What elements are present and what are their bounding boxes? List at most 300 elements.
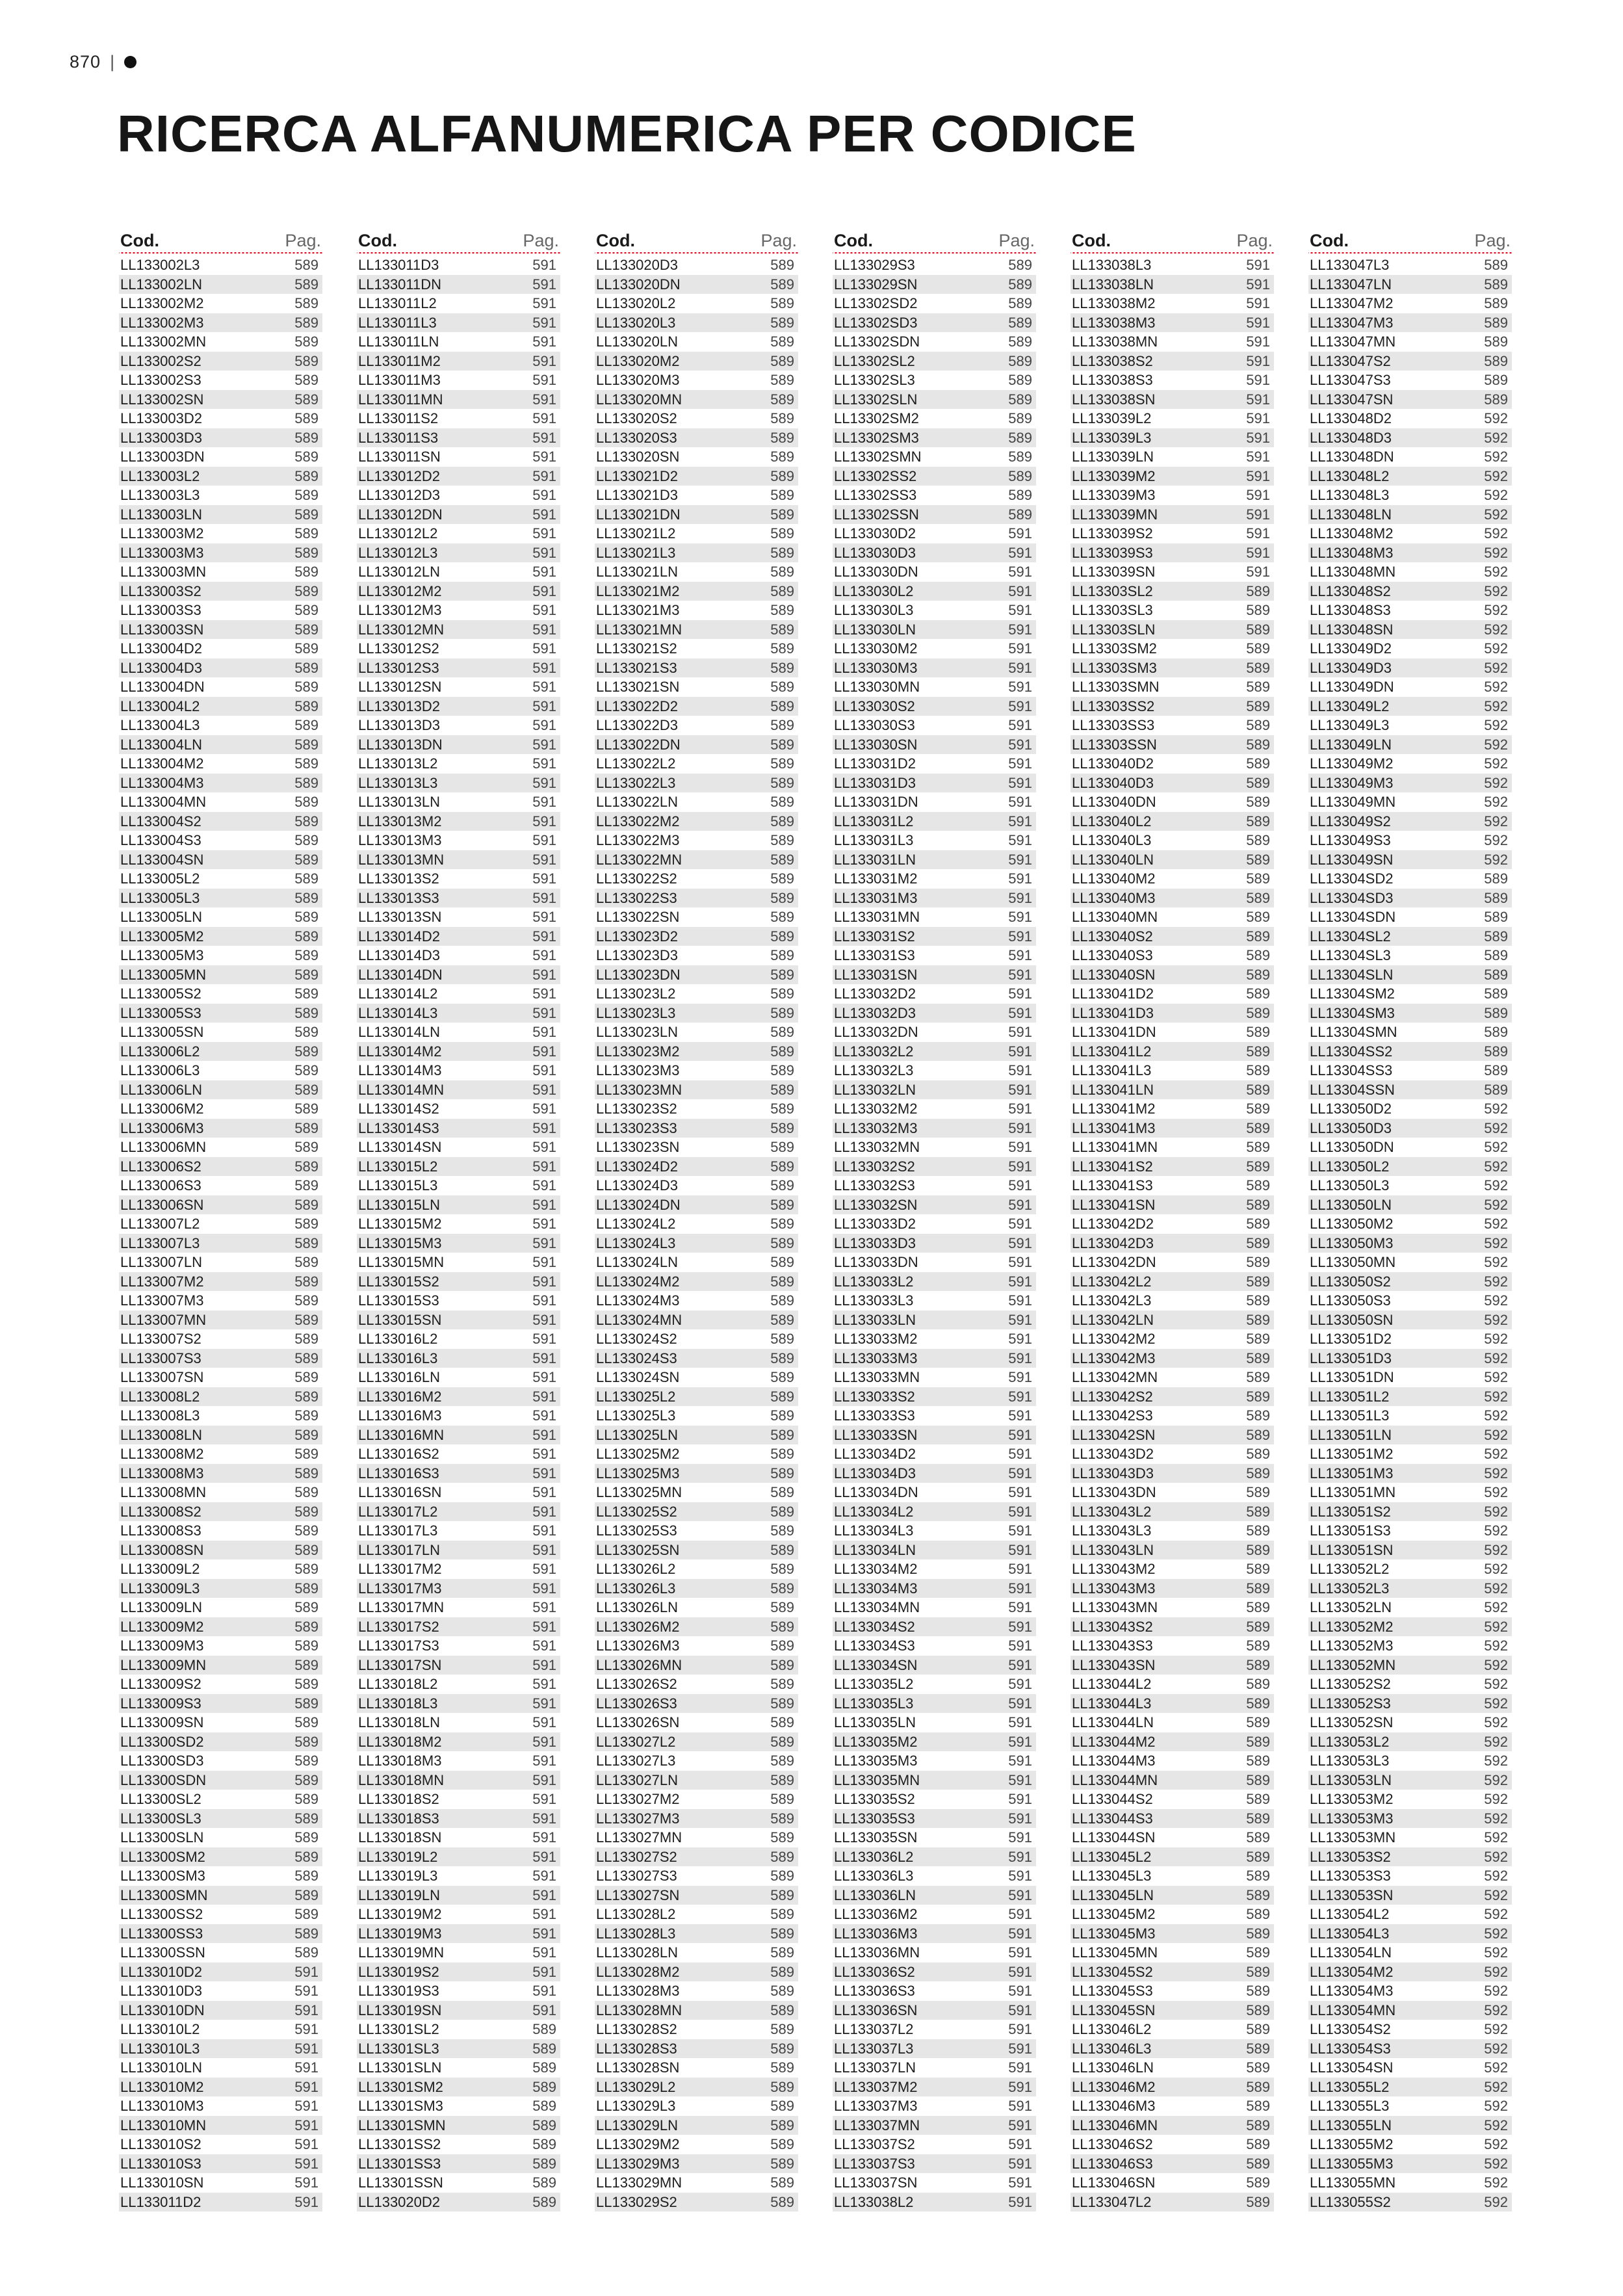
product-code: LL133028M2 — [596, 1963, 680, 1980]
table-row — [595, 1272, 798, 1292]
product-code: LL133034D2 — [834, 1446, 916, 1462]
page-reference: 589 — [1484, 1062, 1508, 1078]
product-code: LL133017S2 — [358, 1618, 439, 1635]
product-code: LL133042S2 — [1072, 1388, 1153, 1405]
table-row — [357, 1809, 560, 1829]
table-row — [357, 659, 560, 678]
page-reference: 592 — [1484, 2002, 1508, 2018]
page-reference: 591 — [532, 1119, 556, 1136]
product-code: LL13301SL2 — [358, 2021, 439, 2037]
table-row — [119, 1214, 322, 1234]
table-row — [1071, 2154, 1274, 2174]
table-row — [833, 2058, 1036, 2078]
product-code: LL133020L2 — [596, 295, 676, 311]
product-code: LL133028MN — [596, 2002, 682, 2018]
page-reference: 589 — [294, 774, 318, 791]
product-code: LL133041SN — [1072, 1196, 1156, 1213]
table-row — [119, 486, 322, 505]
product-code: LL133049M3 — [1310, 774, 1394, 791]
table-row — [833, 601, 1036, 620]
product-code: LL13300SM3 — [120, 1868, 205, 1884]
product-code: LL133014LN — [358, 1024, 441, 1040]
table-row — [1308, 1176, 1512, 1195]
product-code: LL13300SS3 — [120, 1925, 203, 1942]
product-code: LL133029S2 — [596, 2193, 677, 2210]
table-row — [119, 2039, 322, 2059]
product-code: LL133020DN — [596, 276, 681, 293]
page-reference: 591 — [532, 602, 556, 618]
page-reference: 592 — [1484, 851, 1508, 868]
table-row — [595, 1406, 798, 1426]
product-code: LL133027LN — [596, 1771, 679, 1788]
product-code: LL133028L3 — [596, 1925, 676, 1942]
product-code: LL133049MN — [1310, 794, 1396, 810]
page-reference: 589 — [770, 1925, 794, 1942]
product-code: LL133036M2 — [834, 1906, 918, 1922]
product-code: LL133010L3 — [120, 2040, 200, 2057]
page-reference: 591 — [532, 928, 556, 945]
page-reference: 589 — [770, 487, 794, 503]
page-reference: 591 — [532, 582, 556, 599]
table-row — [833, 620, 1036, 640]
table-row — [1308, 1368, 1512, 1387]
page-reference: 589 — [1246, 1925, 1270, 1942]
table-row — [833, 524, 1036, 543]
table-row — [1308, 812, 1512, 831]
product-code: LL133052S2 — [1310, 1676, 1391, 1692]
page-reference: 591 — [532, 1829, 556, 1846]
product-code: LL133003M3 — [120, 544, 204, 561]
page-reference: 591 — [532, 774, 556, 791]
table-row — [119, 294, 322, 313]
table-row — [1071, 869, 1274, 889]
page-reference: 591 — [1008, 602, 1032, 618]
table-row — [357, 792, 560, 812]
page-reference: 592 — [1484, 1446, 1508, 1462]
table-row — [119, 255, 322, 275]
product-code: LL133028LN — [596, 1944, 679, 1961]
page-reference: 589 — [770, 1004, 794, 1021]
table-row — [833, 1291, 1036, 1311]
table-row — [595, 1234, 798, 1253]
product-code: LL133003D3 — [120, 429, 203, 446]
table-row — [595, 1157, 798, 1177]
page-reference: 589 — [1246, 1753, 1270, 1769]
product-code: LL133024M3 — [596, 1292, 680, 1309]
product-code: LL133036L2 — [834, 1848, 914, 1865]
table-row — [595, 1579, 798, 1598]
table-row — [595, 889, 798, 908]
product-code: LL133049S3 — [1310, 832, 1391, 848]
table-row — [119, 2096, 322, 2116]
product-code: LL133014L2 — [358, 985, 438, 1002]
table-row — [833, 447, 1036, 467]
product-code: LL133043LN — [1072, 1541, 1154, 1558]
table-row — [1071, 1464, 1274, 1483]
page-reference: 591 — [1008, 1119, 1032, 1136]
page-reference: 591 — [1008, 1580, 1032, 1597]
page-reference: 589 — [770, 525, 794, 541]
table-row — [1308, 1751, 1512, 1771]
product-code: LL133011D2 — [120, 2193, 201, 2210]
page-reference: 591 — [1008, 1868, 1032, 1884]
table-row — [595, 716, 798, 735]
table-row — [833, 1464, 1036, 1483]
product-code: LL133027S3 — [596, 1868, 677, 1884]
table-row — [833, 2001, 1036, 2020]
table-row — [595, 639, 798, 659]
product-code: LL133004D3 — [120, 659, 203, 676]
page-reference: 591 — [532, 1599, 556, 1615]
table-row — [1308, 1119, 1512, 1138]
page-reference: 591 — [1008, 2078, 1032, 2095]
table-row — [357, 313, 560, 333]
product-code: LL133044L3 — [1072, 1695, 1152, 1712]
table-row — [595, 2039, 798, 2059]
page-reference: 589 — [294, 1906, 318, 1922]
table-row — [595, 601, 798, 620]
page-reference: 591 — [1008, 928, 1032, 945]
page-reference: 589 — [294, 276, 318, 293]
product-code: LL133018S3 — [358, 1810, 439, 1827]
product-code: LL133039L2 — [1072, 410, 1152, 426]
product-code: LL133034S3 — [834, 1637, 915, 1654]
product-code: LL133005M3 — [120, 947, 204, 963]
page-reference: 589 — [1246, 985, 1270, 1002]
table-row — [357, 2058, 560, 2078]
table-row — [595, 1464, 798, 1483]
page-reference: 592 — [1484, 449, 1508, 465]
page-reference: 589 — [770, 1196, 794, 1213]
table-row — [119, 1272, 322, 1292]
table-row — [1071, 2058, 1274, 2078]
product-code: LL133033M3 — [834, 1350, 918, 1366]
page-reference: 591 — [1008, 1733, 1032, 1750]
product-code: LL133003D2 — [120, 410, 203, 426]
table-row — [1308, 792, 1512, 812]
page-reference: 592 — [1484, 1599, 1508, 1615]
product-code: LL133033DN — [834, 1254, 918, 1270]
product-code: LL133031M2 — [834, 870, 918, 887]
page-reference: 589 — [294, 1177, 318, 1194]
product-code: LL133033S2 — [834, 1388, 915, 1405]
page-reference: 589 — [532, 2040, 556, 2057]
table-row — [833, 1195, 1036, 1215]
page-reference: 592 — [1484, 2021, 1508, 2037]
product-code: LL133039M3 — [1072, 487, 1156, 503]
table-row — [1308, 294, 1512, 313]
page-reference: 589 — [770, 1119, 794, 1136]
product-code: LL133040LN — [1072, 851, 1154, 868]
table-row — [833, 467, 1036, 486]
table-row — [1308, 1886, 1512, 1905]
product-code: LL133015M2 — [358, 1216, 442, 1232]
page-reference: 591 — [1246, 352, 1270, 369]
page-reference: 592 — [1484, 813, 1508, 829]
table-row — [595, 1771, 798, 1790]
page-reference: 591 — [532, 621, 556, 638]
product-code: LL133025M3 — [596, 1465, 680, 1481]
product-code: LL133031MN — [834, 909, 920, 925]
product-code: LL133040S3 — [1072, 947, 1153, 963]
table-row — [119, 1771, 322, 1790]
product-code: LL133037MN — [834, 2117, 920, 2133]
product-code: LL133051D2 — [1310, 1331, 1392, 1347]
page-reference: 589 — [770, 1292, 794, 1309]
page-reference: 592 — [1484, 1963, 1508, 1980]
table-row — [833, 486, 1036, 505]
product-code: LL133014D3 — [358, 947, 441, 963]
page-reference: 589 — [294, 736, 318, 753]
page-reference: 589 — [770, 564, 794, 580]
table-row — [595, 1675, 798, 1694]
page-reference: 591 — [532, 544, 556, 561]
table-row — [119, 1234, 322, 1253]
product-code: LL133042L2 — [1072, 1273, 1152, 1290]
page-title: RICERCA ALFANUMERICA PER CODICE — [117, 105, 1137, 163]
page-reference: 591 — [294, 2040, 318, 2057]
table-row — [357, 505, 560, 525]
product-code: LL133025LN — [596, 1426, 679, 1443]
table-row — [357, 2039, 560, 2059]
table-row — [357, 1176, 560, 1195]
table-row — [595, 1099, 798, 1119]
page-reference: 589 — [1246, 1234, 1270, 1251]
page-reference: 591 — [1008, 1829, 1032, 1846]
table-row — [833, 1981, 1036, 2001]
page-reference: 591 — [1246, 372, 1270, 388]
table-row — [119, 1387, 322, 1407]
product-code: LL133017LN — [358, 1541, 441, 1558]
table-row — [119, 812, 322, 831]
table-row — [833, 774, 1036, 793]
page-reference: 592 — [1484, 2078, 1508, 2095]
product-code: LL133016L3 — [358, 1350, 438, 1366]
product-code: LL133049DN — [1310, 679, 1394, 695]
page-reference: 591 — [532, 832, 556, 848]
table-row — [357, 735, 560, 755]
table-row — [1071, 332, 1274, 352]
table-row — [833, 1886, 1036, 1905]
product-code: LL133051SN — [1310, 1541, 1394, 1558]
product-code: LL133021SN — [596, 679, 680, 695]
page-reference: 589 — [1008, 410, 1032, 426]
page-reference: 589 — [294, 870, 318, 887]
product-code: LL133050D3 — [1310, 1119, 1392, 1136]
page-reference: 589 — [770, 985, 794, 1002]
product-code: LL133031D2 — [834, 755, 916, 772]
page-reference: 591 — [1008, 1963, 1032, 1980]
product-code: LL133042DN — [1072, 1254, 1156, 1270]
product-code: LL133012DN — [358, 506, 443, 523]
table-row — [357, 1195, 560, 1215]
page-reference: 592 — [1484, 429, 1508, 446]
table-row — [1071, 2135, 1274, 2154]
page-reference: 591 — [1008, 2040, 1032, 2057]
product-code: LL133034DN — [834, 1484, 918, 1500]
page-reference: 589 — [770, 1848, 794, 1865]
page-reference: 591 — [1008, 1484, 1032, 1500]
table-row — [1071, 2078, 1274, 2097]
product-code: LL133034SN — [834, 1656, 918, 1673]
page-reference: 589 — [770, 1810, 794, 1827]
product-code: LL133042LN — [1072, 1311, 1154, 1328]
table-row — [357, 2078, 560, 2097]
table-row — [1308, 2096, 1512, 2116]
product-code: LL133016L2 — [358, 1331, 438, 1347]
page-reference: 589 — [770, 698, 794, 714]
page-reference: 589 — [770, 621, 794, 638]
page-reference: 589 — [294, 1139, 318, 1155]
product-code: LL133022MN — [596, 851, 682, 868]
page-reference: 589 — [294, 1331, 318, 1347]
product-code: LL133049D2 — [1310, 640, 1392, 657]
page-reference: 589 — [1246, 1081, 1270, 1098]
product-code: LL133017M3 — [358, 1580, 442, 1597]
table-row — [357, 812, 560, 831]
page-reference: 589 — [294, 410, 318, 426]
page-reference: 589 — [770, 1580, 794, 1597]
table-row — [1308, 831, 1512, 850]
code-column — [595, 228, 798, 2211]
page-reference: 591 — [1246, 314, 1270, 331]
page-reference: 589 — [532, 2059, 556, 2076]
page-reference: 589 — [1246, 1426, 1270, 1443]
product-code: LL133051DN — [1310, 1369, 1394, 1385]
product-code: LL133040M2 — [1072, 870, 1156, 887]
product-code: LL133018L2 — [358, 1676, 438, 1692]
page-reference: 591 — [532, 1771, 556, 1788]
product-code: LL133037M2 — [834, 2078, 918, 2095]
product-code: LL133023S3 — [596, 1119, 677, 1136]
table-row — [1071, 984, 1274, 1004]
product-code: LL133045SN — [1072, 2002, 1156, 2018]
product-code: LL133030M2 — [834, 640, 918, 657]
product-code: LL13304SLN — [1310, 966, 1394, 983]
product-code: LL133048M3 — [1310, 544, 1394, 561]
page-reference: 589 — [1246, 851, 1270, 868]
product-code: LL133025M2 — [596, 1446, 680, 1462]
table-row — [119, 1253, 322, 1272]
page-reference: 592 — [1484, 1676, 1508, 1692]
product-code: LL133020L3 — [596, 314, 676, 331]
table-row — [1308, 1464, 1512, 1483]
table-row — [119, 754, 322, 774]
page-reference: 589 — [770, 467, 794, 484]
product-code: LL133046M3 — [1072, 2098, 1156, 2114]
table-row — [595, 1023, 798, 1042]
table-row — [119, 1004, 322, 1023]
product-code: LL133041L3 — [1072, 1062, 1152, 1078]
table-row — [595, 1636, 798, 1656]
table-row — [1071, 697, 1274, 716]
table-row — [595, 1253, 798, 1272]
page-reference: 589 — [1246, 1465, 1270, 1481]
page-reference: 589 — [770, 1599, 794, 1615]
page-reference: 589 — [294, 1656, 318, 1673]
table-row — [357, 486, 560, 505]
table-row — [833, 1809, 1036, 1829]
table-row — [833, 1694, 1036, 1714]
table-row — [833, 1426, 1036, 1445]
table-row — [119, 1559, 322, 1579]
page-reference: 589 — [770, 794, 794, 810]
product-code: LL133040D3 — [1072, 774, 1154, 791]
page-reference: 591 — [1008, 1771, 1032, 1788]
product-code: LL133019L3 — [358, 1868, 438, 1884]
product-code: LL133031L2 — [834, 813, 914, 829]
product-code: LL133045M3 — [1072, 1925, 1156, 1942]
table-row — [119, 677, 322, 697]
table-row — [595, 2058, 798, 2078]
page-reference: 591 — [532, 1522, 556, 1539]
page-reference: 592 — [1484, 1426, 1508, 1443]
page-reference: 591 — [294, 2098, 318, 2114]
page-reference: 591 — [294, 2117, 318, 2133]
table-row — [595, 1598, 798, 1617]
table-row — [595, 1444, 798, 1464]
table-row — [1071, 1886, 1274, 1905]
table-row — [595, 313, 798, 333]
page-reference: 589 — [1246, 1024, 1270, 1040]
table-row — [119, 1406, 322, 1426]
product-code: LL133004L3 — [120, 717, 200, 733]
table-row — [119, 1368, 322, 1387]
page-reference: 589 — [1008, 333, 1032, 350]
page-reference: 591 — [532, 1292, 556, 1309]
product-code: LL13302SDN — [834, 333, 920, 350]
product-code: LL133030LN — [834, 621, 916, 638]
product-code: LL133012D3 — [358, 487, 441, 503]
product-code: LL133043MN — [1072, 1599, 1158, 1615]
table-row — [833, 2020, 1036, 2039]
product-code: LL133018S2 — [358, 1791, 439, 1807]
table-row — [357, 946, 560, 965]
product-code: LL133018M2 — [358, 1733, 442, 1750]
product-code: LL133035LN — [834, 1714, 916, 1730]
page-reference: 589 — [1246, 1599, 1270, 1615]
product-code: LL133009S3 — [120, 1695, 201, 1712]
page-reference: 589 — [294, 1446, 318, 1462]
table-row — [357, 965, 560, 985]
table-row — [1308, 1061, 1512, 1080]
table-row — [595, 1502, 798, 1522]
table-row — [119, 2001, 322, 2020]
header-code-label: Cod. — [1310, 231, 1349, 250]
header-page-label: Pag. — [998, 231, 1035, 250]
table-row — [357, 1291, 560, 1311]
page-reference: 591 — [1008, 1637, 1032, 1654]
table-row — [119, 1675, 322, 1694]
table-row — [833, 1214, 1036, 1234]
page-reference: 589 — [294, 1848, 318, 1865]
page-reference: 589 — [294, 1753, 318, 1769]
page-reference: 591 — [1008, 1695, 1032, 1712]
table-row — [1071, 1004, 1274, 1023]
product-code: LL133049M2 — [1310, 755, 1394, 772]
table-row — [833, 543, 1036, 563]
product-code: LL133050S3 — [1310, 1292, 1391, 1309]
page-reference: 589 — [1246, 2002, 1270, 2018]
product-code: LL133054L2 — [1310, 1906, 1390, 1922]
table-row — [119, 2058, 322, 2078]
table-row — [595, 2173, 798, 2193]
product-code: LL133049L3 — [1310, 717, 1390, 733]
page-reference: 589 — [294, 1829, 318, 1846]
table-row — [595, 1617, 798, 1637]
page-reference: 589 — [1008, 276, 1032, 293]
table-row — [119, 1023, 322, 1042]
